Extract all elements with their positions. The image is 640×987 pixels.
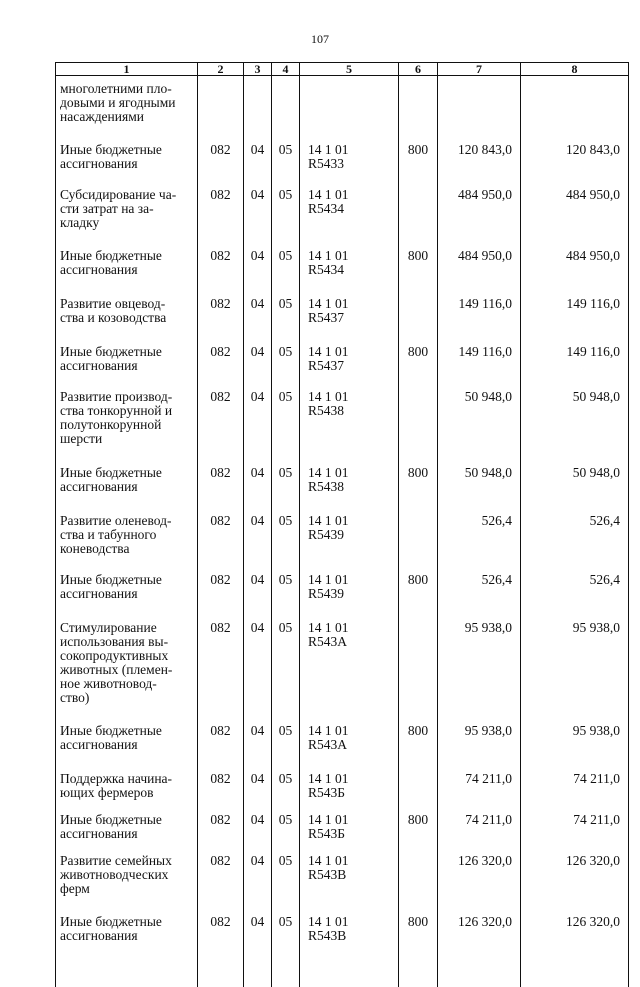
continuation-label: многолетними пло- довыми и ягодными насаждениями [60, 81, 176, 124]
target-article-code-text: 14 1 01 R5434 [308, 187, 349, 216]
ministry-code [198, 249, 244, 297]
amount-col-7-text: 526,4 [482, 572, 512, 587]
section-code-text: 04 [251, 572, 265, 587]
amount-col-7-text: 95 938,0 [465, 723, 512, 738]
item-name-text: Развитие семейных животноводческих ферм [60, 853, 172, 896]
subsection-code-text: 05 [279, 513, 293, 528]
target-article-code [300, 514, 399, 573]
amount-col-7 [438, 297, 521, 345]
target-article-code-text: 14 1 01 R543Б [308, 812, 349, 841]
item-name [56, 854, 198, 915]
amount-col-7-text: 484 950,0 [458, 248, 512, 263]
ministry-code-text: 082 [210, 142, 230, 157]
table-row [56, 854, 629, 915]
expense-type-code-text: 800 [408, 465, 428, 480]
amount-col-8-text: 149 116,0 [567, 296, 621, 311]
continuation-row [56, 76, 629, 144]
subsection-code-text: 05 [279, 465, 293, 480]
item-name [56, 143, 198, 188]
target-article-code-text: 14 1 01 R543В [308, 853, 349, 882]
header-col-5: 5 [300, 63, 399, 76]
section-code [244, 573, 272, 621]
section-code-text: 04 [251, 620, 265, 635]
amount-col-7 [438, 514, 521, 573]
subsection-code-text: 05 [279, 853, 293, 868]
subsection-code-text: 05 [279, 248, 293, 263]
subsection-code [272, 143, 300, 188]
section-code [244, 772, 272, 813]
ministry-code [198, 813, 244, 854]
target-article-code-text: 14 1 01 R5437 [308, 344, 349, 373]
subsection-code-text: 05 [279, 187, 293, 202]
section-code [244, 813, 272, 854]
amount-col-7 [438, 466, 521, 514]
expense-type-code-text: 800 [408, 914, 428, 929]
section-code [244, 466, 272, 514]
item-name-text: Поддержка начина- ющих фермеров [60, 771, 172, 800]
expense-type-code [399, 724, 438, 772]
amount-col-8-text: 126 320,0 [566, 853, 620, 868]
amount-col-8 [521, 514, 629, 573]
subsection-code [272, 772, 300, 813]
amount-col-7 [438, 573, 521, 621]
section-code-text: 04 [251, 187, 265, 202]
budget-table [55, 62, 629, 987]
amount-col-7-text: 126 320,0 [458, 853, 512, 868]
table-row [56, 143, 629, 188]
empty-cell [272, 76, 300, 144]
table-row [56, 188, 629, 249]
item-name-text: Стимулирование использования вы- сокопродуктивных животных (племен- ное животновод- ство) [60, 620, 172, 705]
table-row [56, 813, 629, 854]
expense-type-code [399, 188, 438, 249]
item-name-text: Иные бюджетные ассигнования [60, 344, 162, 373]
section-code-text: 04 [251, 465, 265, 480]
subsection-code-text: 05 [279, 812, 293, 827]
ministry-code-text: 082 [210, 389, 230, 404]
subsection-code-text: 05 [279, 389, 293, 404]
amount-col-8-text: 484 950,0 [566, 187, 620, 202]
section-code [244, 514, 272, 573]
expense-type-code-text: 800 [408, 344, 428, 359]
item-name-text: Иные бюджетные ассигнования [60, 914, 162, 943]
budget-table-container [55, 62, 628, 987]
amount-col-8 [521, 621, 629, 724]
table-row [56, 466, 629, 514]
ministry-code-text: 082 [210, 853, 230, 868]
header-col-7: 7 [438, 63, 521, 76]
target-article-code-text: 14 1 01 R5438 [308, 465, 349, 494]
expense-type-code [399, 514, 438, 573]
subsection-code-text: 05 [279, 914, 293, 929]
item-name-text: Иные бюджетные ассигнования [60, 248, 162, 277]
amount-col-7 [438, 772, 521, 813]
subsection-code [272, 854, 300, 915]
section-code [244, 143, 272, 188]
amount-col-8-text: 526,4 [590, 513, 620, 528]
item-name-text: Иные бюджетные ассигнования [60, 723, 162, 752]
expense-type-code-text: 800 [408, 723, 428, 738]
header-col-1: 1 [56, 63, 198, 76]
subsection-code [272, 297, 300, 345]
section-code-text: 04 [251, 142, 265, 157]
header-col-8: 8 [521, 63, 629, 76]
expense-type-code [399, 390, 438, 466]
amount-col-7 [438, 390, 521, 466]
subsection-code [272, 188, 300, 249]
table-row [56, 772, 629, 813]
target-article-code-text: 14 1 01 R5434 [308, 248, 349, 277]
amount-col-7 [438, 345, 521, 390]
target-article-code-text: 14 1 01 R5433 [308, 142, 349, 171]
section-code-text: 04 [251, 853, 265, 868]
target-article-code [300, 466, 399, 514]
item-name [56, 466, 198, 514]
ministry-code-text: 082 [210, 572, 230, 587]
target-article-code [300, 249, 399, 297]
ministry-code [198, 621, 244, 724]
subsection-code-text: 05 [279, 344, 293, 359]
section-code [244, 724, 272, 772]
item-name [56, 390, 198, 466]
subsection-code [272, 514, 300, 573]
header-col-2: 2 [198, 63, 244, 76]
section-code [244, 345, 272, 390]
expense-type-code-text: 800 [408, 142, 428, 157]
header-col-6: 6 [399, 63, 438, 76]
amount-col-7-text: 50 948,0 [465, 465, 512, 480]
amount-col-7-text: 526,4 [482, 513, 512, 528]
empty-cell [198, 76, 244, 144]
subsection-code-text: 05 [279, 142, 293, 157]
section-code [244, 297, 272, 345]
target-article-code-text: 14 1 01 R543A [308, 620, 349, 649]
amount-col-7 [438, 813, 521, 854]
table-row [56, 724, 629, 772]
amount-col-8 [521, 854, 629, 915]
amount-col-8 [521, 390, 629, 466]
table-row [56, 573, 629, 621]
target-article-code [300, 390, 399, 466]
section-code-text: 04 [251, 389, 265, 404]
table-row [56, 297, 629, 345]
header-col-4: 4 [272, 63, 300, 76]
expense-type-code [399, 915, 438, 987]
ministry-code [198, 915, 244, 987]
section-code [244, 249, 272, 297]
section-code-text: 04 [251, 513, 265, 528]
amount-col-7 [438, 724, 521, 772]
ministry-code-text: 082 [210, 296, 230, 311]
amount-col-7 [438, 249, 521, 297]
expense-type-code-text: 800 [408, 248, 428, 263]
amount-col-8 [521, 297, 629, 345]
target-article-code-text: 14 1 01 R5439 [308, 513, 349, 542]
ministry-code-text: 082 [210, 620, 230, 635]
expense-type-code [399, 813, 438, 854]
ministry-code [198, 854, 244, 915]
amount-col-8 [521, 143, 629, 188]
item-name [56, 724, 198, 772]
section-code-text: 04 [251, 914, 265, 929]
expense-type-code [399, 573, 438, 621]
table-row [56, 915, 629, 987]
ministry-code-text: 082 [210, 513, 230, 528]
amount-col-7 [438, 188, 521, 249]
expense-type-code [399, 854, 438, 915]
section-code-text: 04 [251, 812, 265, 827]
target-article-code [300, 188, 399, 249]
target-article-code-text: 14 1 01 R543A [308, 723, 349, 752]
ministry-code [198, 390, 244, 466]
empty-cell [438, 76, 521, 144]
item-name-text: Иные бюджетные ассигнования [60, 142, 162, 171]
empty-cell [521, 76, 629, 144]
amount-col-7 [438, 854, 521, 915]
item-name-text: Субсидирование ча- сти затрат на за- кладку [60, 187, 176, 230]
item-name [56, 249, 198, 297]
item-name [56, 345, 198, 390]
section-code [244, 854, 272, 915]
target-article-code-text: 14 1 01 R5439 [308, 572, 349, 601]
ministry-code-text: 082 [210, 812, 230, 827]
subsection-code [272, 466, 300, 514]
ministry-code [198, 514, 244, 573]
ministry-code-text: 082 [210, 914, 230, 929]
target-article-code-text: 14 1 01 R543Б [308, 771, 349, 800]
expense-type-code [399, 143, 438, 188]
amount-col-8-text: 484 950,0 [566, 248, 620, 263]
amount-col-8 [521, 724, 629, 772]
target-article-code [300, 621, 399, 724]
amount-col-8 [521, 573, 629, 621]
item-name [56, 621, 198, 724]
amount-col-8 [521, 345, 629, 390]
amount-col-8 [521, 466, 629, 514]
ministry-code [198, 143, 244, 188]
expense-type-code [399, 621, 438, 724]
empty-cell [399, 76, 438, 144]
amount-col-8-text: 50 948,0 [573, 389, 620, 404]
table-row [56, 345, 629, 390]
amount-col-7-text: 74 211,0 [465, 771, 512, 786]
amount-col-7-text: 120 843,0 [458, 142, 512, 157]
ministry-code-text: 082 [210, 723, 230, 738]
amount-col-8-text: 50 948,0 [573, 465, 620, 480]
subsection-code [272, 249, 300, 297]
amount-col-7-text: 149 116,0 [459, 296, 513, 311]
expense-type-code [399, 466, 438, 514]
table-row [56, 390, 629, 466]
table-body [56, 76, 629, 987]
subsection-code [272, 724, 300, 772]
subsection-code-text: 05 [279, 771, 293, 786]
item-name-text: Иные бюджетные ассигнования [60, 465, 162, 494]
section-code-text: 04 [251, 771, 265, 786]
item-name-text: Иные бюджетные ассигнования [60, 812, 162, 841]
section-code-text: 04 [251, 344, 265, 359]
target-article-code [300, 915, 399, 987]
ministry-code [198, 297, 244, 345]
target-article-code [300, 813, 399, 854]
item-name [56, 915, 198, 987]
amount-col-7 [438, 915, 521, 987]
amount-col-8-text: 95 938,0 [573, 723, 620, 738]
item-name-text: Развитие овцевод- ства и козоводства [60, 296, 166, 325]
target-article-code-text: 14 1 01 R5438 [308, 389, 349, 418]
amount-col-8-text: 126 320,0 [566, 914, 620, 929]
item-name-text: Развитие оленевод- ства и табунного коневодства [60, 513, 171, 556]
header-col-3: 3 [244, 63, 272, 76]
ministry-code [198, 573, 244, 621]
expense-type-code [399, 772, 438, 813]
ministry-code [198, 345, 244, 390]
amount-col-7 [438, 143, 521, 188]
amount-col-8 [521, 772, 629, 813]
subsection-code [272, 573, 300, 621]
amount-col-7 [438, 621, 521, 724]
target-article-code [300, 297, 399, 345]
subsection-code [272, 390, 300, 466]
amount-col-7-text: 95 938,0 [465, 620, 512, 635]
target-article-code-text: 14 1 01 R543В [308, 914, 349, 943]
target-article-code [300, 573, 399, 621]
amount-col-8 [521, 249, 629, 297]
page-number: 107 [0, 32, 640, 47]
target-article-code-text: 14 1 01 R5437 [308, 296, 349, 325]
section-code-text: 04 [251, 723, 265, 738]
amount-col-8-text: 74 211,0 [573, 812, 620, 827]
ministry-code-text: 082 [210, 248, 230, 263]
amount-col-8 [521, 813, 629, 854]
amount-col-8-text: 526,4 [590, 572, 620, 587]
section-code-text: 04 [251, 248, 265, 263]
amount-col-7-text: 126 320,0 [458, 914, 512, 929]
item-name [56, 188, 198, 249]
expense-type-code [399, 297, 438, 345]
amount-col-8-text: 74 211,0 [573, 771, 620, 786]
item-name [56, 297, 198, 345]
amount-col-8 [521, 915, 629, 987]
amount-col-8-text: 95 938,0 [573, 620, 620, 635]
amount-col-7-text: 74 211,0 [465, 812, 512, 827]
empty-cell [244, 76, 272, 144]
section-code [244, 188, 272, 249]
item-name [56, 573, 198, 621]
subsection-code-text: 05 [279, 723, 293, 738]
target-article-code [300, 724, 399, 772]
amount-col-7-text: 149 116,0 [459, 344, 513, 359]
section-code [244, 915, 272, 987]
section-code-text: 04 [251, 296, 265, 311]
item-name [56, 514, 198, 573]
table-row [56, 621, 629, 724]
subsection-code-text: 05 [279, 296, 293, 311]
ministry-code [198, 772, 244, 813]
item-name [56, 813, 198, 854]
ministry-code [198, 188, 244, 249]
amount-col-7-text: 484 950,0 [458, 187, 512, 202]
amount-col-8-text: 120 843,0 [566, 142, 620, 157]
item-name [56, 772, 198, 813]
target-article-code [300, 345, 399, 390]
table-row [56, 249, 629, 297]
expense-type-code-text: 800 [408, 812, 428, 827]
target-article-code [300, 854, 399, 915]
header-row [56, 63, 629, 76]
subsection-code [272, 915, 300, 987]
empty-cell [300, 76, 399, 144]
ministry-code [198, 466, 244, 514]
target-article-code [300, 143, 399, 188]
amount-col-8 [521, 188, 629, 249]
expense-type-code [399, 249, 438, 297]
amount-col-8-text: 149 116,0 [567, 344, 621, 359]
section-code [244, 390, 272, 466]
subsection-code-text: 05 [279, 572, 293, 587]
subsection-code [272, 345, 300, 390]
subsection-code [272, 813, 300, 854]
amount-col-7-text: 50 948,0 [465, 389, 512, 404]
table-row [56, 514, 629, 573]
ministry-code-text: 082 [210, 187, 230, 202]
ministry-code-text: 082 [210, 771, 230, 786]
expense-type-code-text: 800 [408, 572, 428, 587]
target-article-code [300, 772, 399, 813]
ministry-code [198, 724, 244, 772]
expense-type-code [399, 345, 438, 390]
ministry-code-text: 082 [210, 465, 230, 480]
subsection-code [272, 621, 300, 724]
item-name-text: Иные бюджетные ассигнования [60, 572, 162, 601]
ministry-code-text: 082 [210, 344, 230, 359]
continuation-text [56, 76, 198, 144]
subsection-code-text: 05 [279, 620, 293, 635]
item-name-text: Развитие производ- ства тонкорунной и полутонкорунной шерсти [60, 389, 172, 446]
section-code [244, 621, 272, 724]
